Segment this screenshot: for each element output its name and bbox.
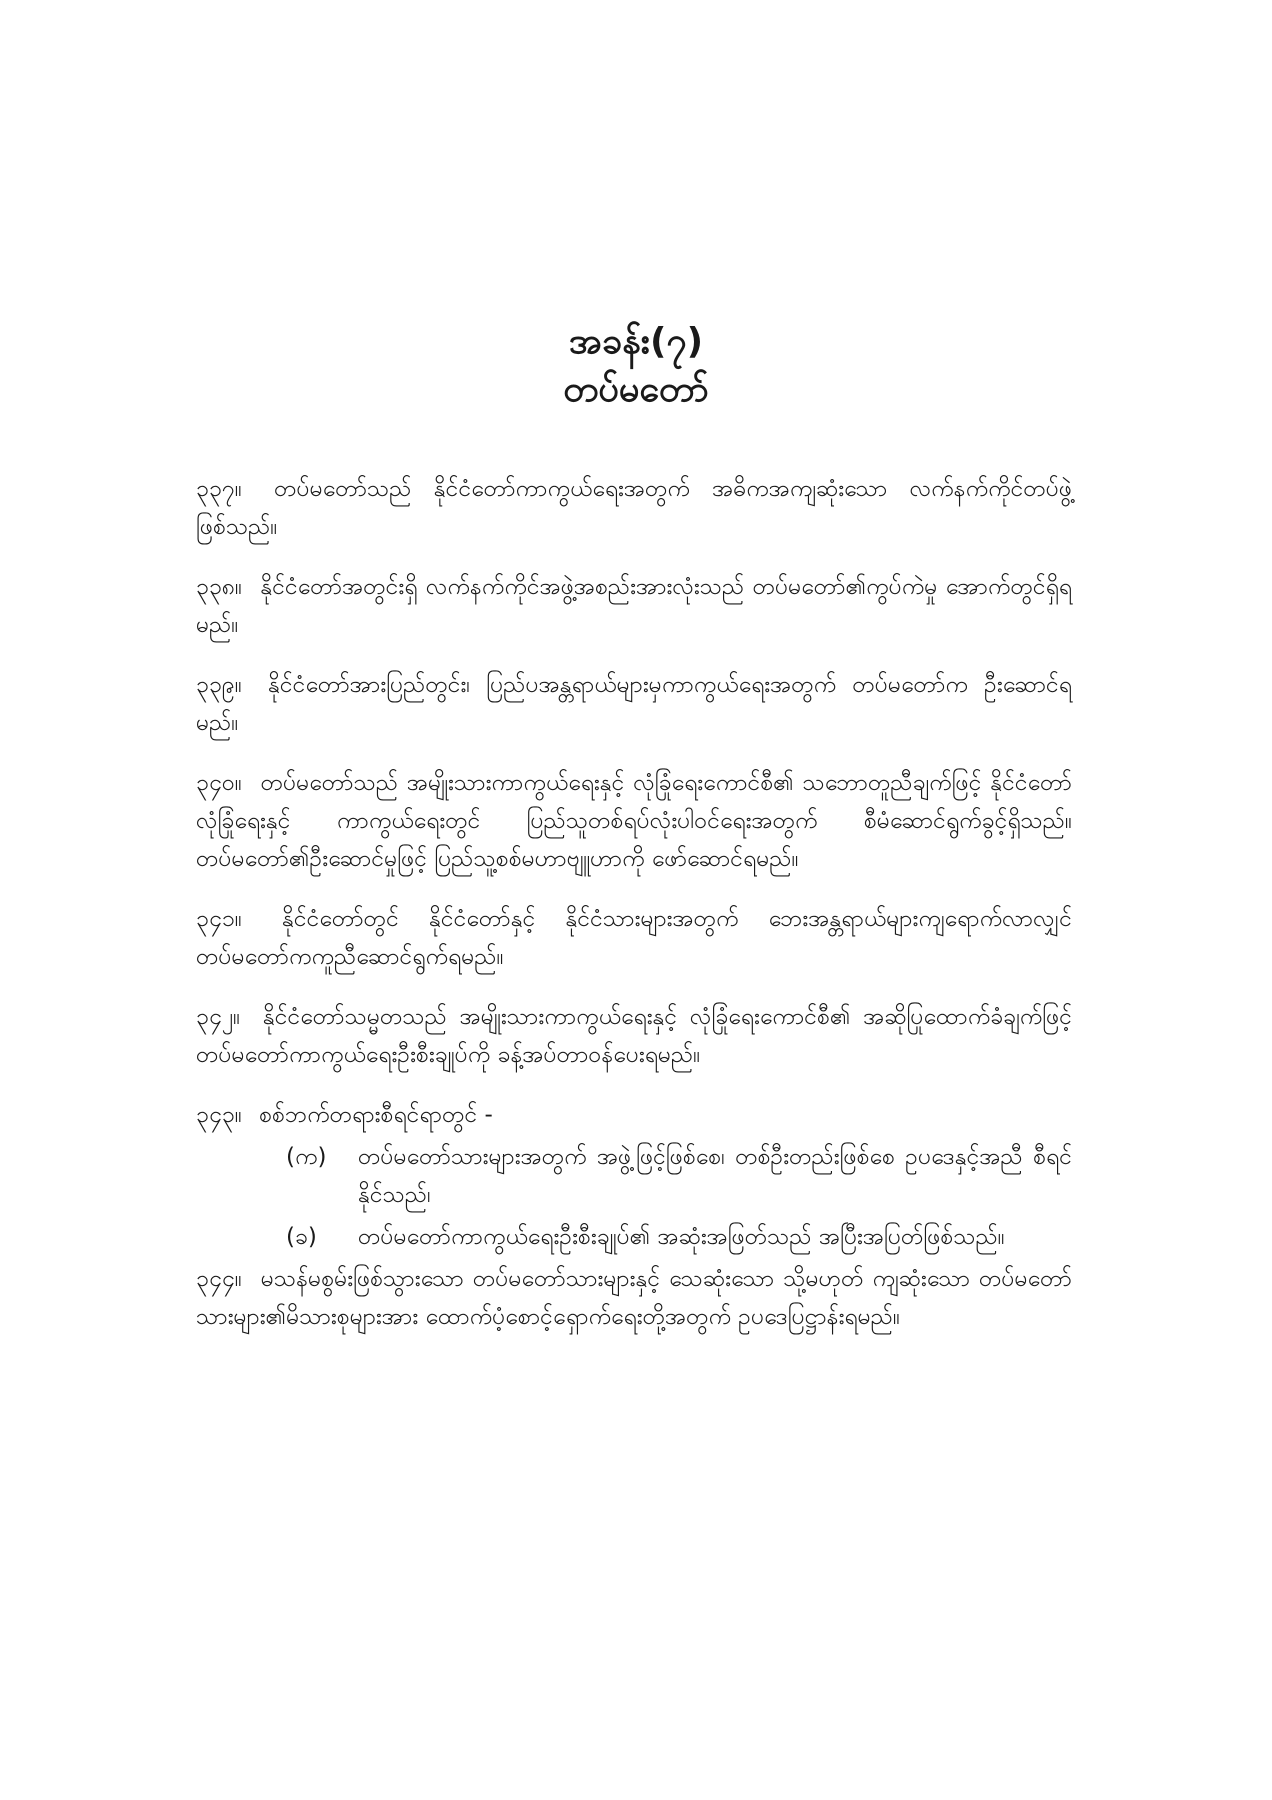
section-342 <box>196 998 1072 1074</box>
clause-ka <box>196 1138 1072 1214</box>
section-text: တပ်မတော်သည် နိုင်ငံတော်ကာကွယ်ရေးအတွက် အဓိကအကျဆုံးသော လက်နက်ကိုင်တပ်ဖွဲ့ ဖြစ်သည်။ <box>196 476 1072 540</box>
section-text: နိုင်ငံတော်အားပြည်တွင်း၊ ပြည်ပအန္တရာယ်များမှကာကွယ်ရေးအတွက် တပ်မတော်က ဦးဆောင်ရမည်။ <box>196 672 1073 736</box>
section-text: နိုင်ငံတော်သမ္မတသည် အမျိုးသားကာကွယ်ရေးနှင့် လုံခြုံရေးကောင်စီ၏ အဆိုပြုထောက်ခံချက်ဖြင့် တပ်မတော်ကာကွယ်ရေးဦးစီးချုပ်ကို ခန့်အပ်တာဝန်ပေးရမည်။ <box>196 1004 1073 1068</box>
section-340 <box>196 764 1072 878</box>
clause-label: (ခ) <box>286 1224 317 1250</box>
document-body <box>196 470 1072 1358</box>
section-number: ၃၄၂။ <box>196 1004 241 1030</box>
section-number: ၃၄၃။ <box>196 1102 242 1128</box>
section-344 <box>196 1260 1072 1336</box>
section-number: ၃၃၉။ <box>196 672 242 698</box>
clause-kha <box>196 1218 1072 1256</box>
clause-text: တပ်မတော်ကာကွယ်ရေးဦးစီးချုပ်၏ အဆုံးအဖြတ်သည် အပြီးအပြတ်ဖြစ်သည်။ <box>358 1224 1005 1250</box>
section-341 <box>196 900 1072 976</box>
chapter-title: အခန်း(၇) <box>568 321 704 362</box>
clause-list <box>196 1138 1072 1256</box>
section-339 <box>196 666 1072 742</box>
section-number: ၃၄၄။ <box>196 1266 242 1292</box>
section-number: ၃၃၈။ <box>196 574 242 600</box>
section-text: မသန်မစွမ်းဖြစ်သွားသော တပ်မတော်သားများနှင့် သေဆုံးသော သို့မဟုတ် ကျဆုံးသော တပ်မတော်သားများ၏မိသားစုများအား ထောက်ပံ့စောင့်ရှောက်ရေးတို့အတွက် ဥပဒေပြဋ္ဌာန်းရမည်။ <box>196 1266 1072 1330</box>
chapter-header <box>0 318 1272 414</box>
section-text: နိုင်ငံတော်တွင် နိုင်ငံတော်နှင့် နိုင်ငံသားများအတွက် ဘေးအန္တရာယ်များကျရောက်လာလျှင် တပ်မတော်ကကူညီဆောင်ရွက်ရမည်။ <box>196 906 1072 970</box>
section-text: နိုင်ငံတော်အတွင်းရှိ လက်နက်ကိုင်အဖွဲ့အစည်းအားလုံးသည် တပ်မတော်၏ကွပ်ကဲမှု အောက်တွင်ရှိရမည်။ <box>196 574 1073 638</box>
section-337 <box>196 470 1072 546</box>
section-343 <box>196 1096 1072 1134</box>
section-number: ၃၃၇။ <box>196 476 242 502</box>
clause-label: (က) <box>286 1144 327 1170</box>
section-text: တပ်မတော်သည် အမျိုးသားကာကွယ်ရေးနှင့် လုံခြုံရေးကောင်စီ၏ သဘောတူညီချက်ဖြင့် နိုင်ငံတော်လုံခြုံရေးနှင့် ကာကွယ်ရေးတွင် ပြည်သူတစ်ရပ်လုံးပါဝင်ရေးအတွက် စီမံဆောင်ရွက်ခွင့်ရှိသည်။ တပ်မတော်၏ဦးဆောင်မှုဖြင့် ပြည်သူ့စစ်မဟာဗျူဟာကို ဖော်ဆောင်ရမည်။ <box>196 770 1072 872</box>
section-text: စစ်ဘက်တရားစီရင်ရာတွင် - <box>259 1102 493 1128</box>
clause-text: တပ်မတော်သားများအတွက် အဖွဲ့ဖြင့်ဖြစ်စေ၊ တစ်ဦးတည်းဖြစ်စေ ဥပဒေနှင့်အညီ စီရင်နိုင်သည်၊ <box>358 1144 1072 1208</box>
chapter-subtitle: တပ်မတော် <box>563 369 709 410</box>
section-338 <box>196 568 1072 644</box>
section-number: ၃၄၁။ <box>196 906 242 932</box>
section-number: ၃၄၀။ <box>196 770 242 796</box>
